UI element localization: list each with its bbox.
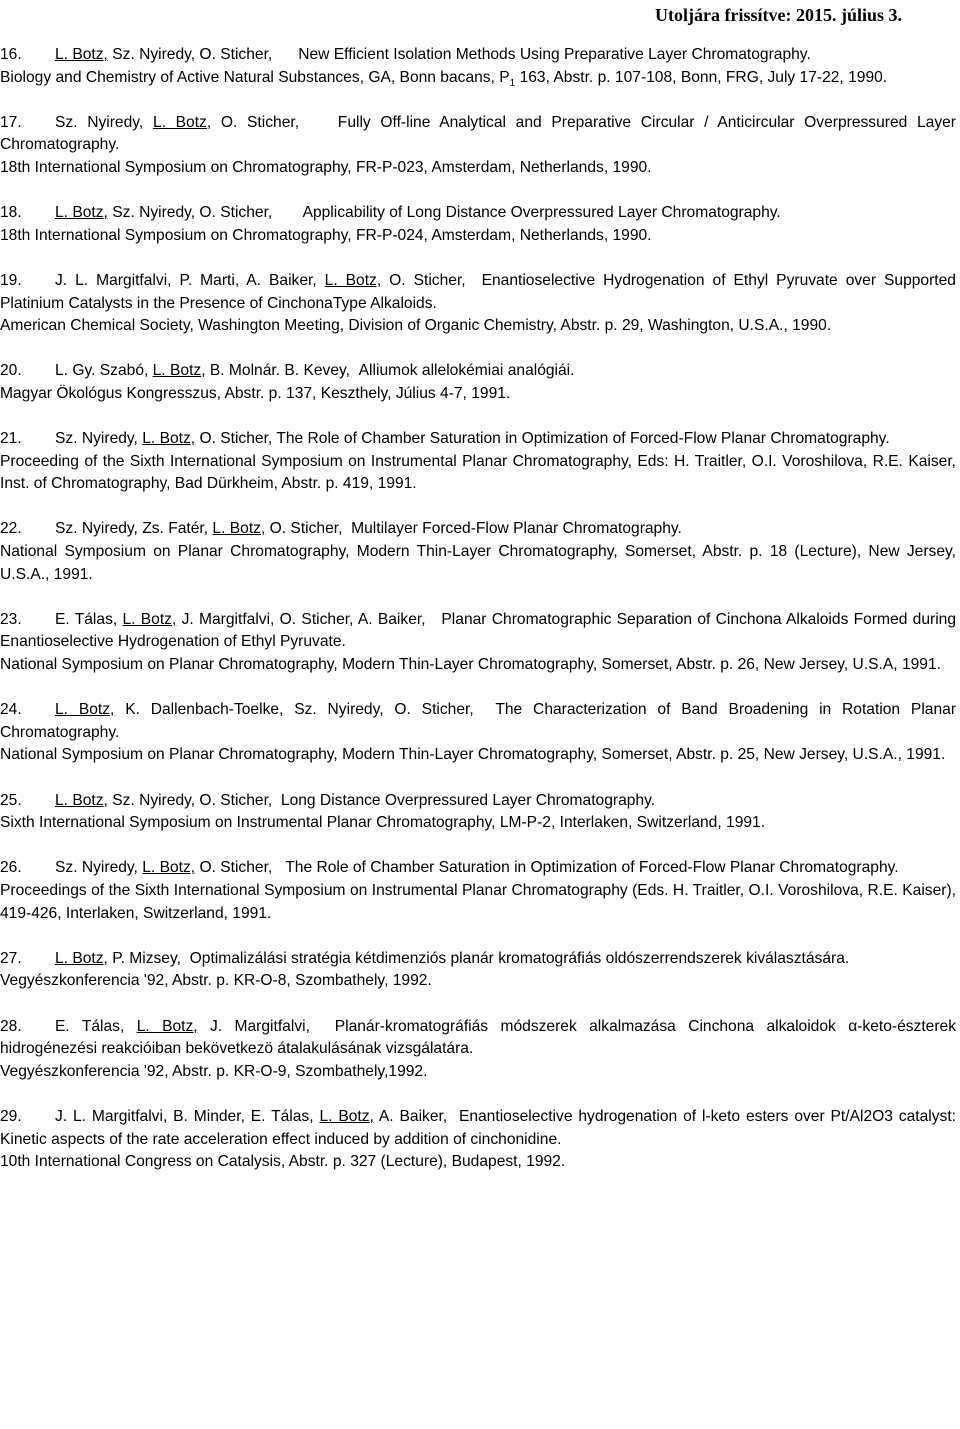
publication-entry-22: [0, 518, 956, 586]
publication-entry-29: [0, 1106, 956, 1174]
entry-title: Optimalizálási stratégia kétdimenziós planár kromatográfiás oldószerrendszerek kiválasztására.: [189, 949, 850, 967]
entry-authors: O. Sticher,: [265, 520, 343, 538]
entry-authors: O. Sticher,: [211, 113, 300, 131]
highlighted-author: L. Botz,: [55, 46, 108, 63]
entry-authors: Sz. Nyiredy,: [55, 859, 143, 877]
entry-number: 23.: [0, 610, 22, 628]
publication-entry-17: [0, 112, 956, 180]
entry-citation: [0, 1106, 956, 1151]
last-updated-header: Utoljára frissítve: 2015. július 3.: [655, 5, 902, 25]
entry-authors: P. Mizsey,: [107, 949, 181, 967]
publication-entry-19: [0, 270, 956, 338]
entry-number: 22.: [0, 520, 22, 538]
entry-authors: O. Sticher,: [195, 859, 273, 877]
entry-authors: K. Dallenbach-Toelke, Sz. Nyiredy, O. Sticher,: [114, 701, 474, 719]
entry-title: Fully Off-line Analytical and Preparative Circular / Anticircular Overpressured Layer Chromatography.: [0, 113, 956, 154]
entry-number: 19.: [0, 271, 22, 289]
entry-source: 18th International Symposium on Chromatography, FR-P-023, Amsterdam, Netherlands, 1990.: [0, 158, 652, 176]
entry-source: Vegyészkonferencia '92, Abstr. p. KR-O-9, Szombathely,1992.: [0, 1062, 428, 1080]
entry-number: 24.: [0, 701, 22, 719]
entry-source: Magyar Ökológus Kongresszus, Abstr. p. 137, Keszthely, Július 4-7, 1991.: [0, 384, 511, 402]
publication-entry-28: [0, 1016, 956, 1084]
entry-source: National Symposium on Planar Chromatography, Modern Thin-Layer Chromatography, Somerset, Abstr. p. 18 (Lecture), New Jersey, U.S.A., 1991.: [0, 543, 956, 583]
entry-title: The Characterization of Band Broadening in Rotation Planar Chromatography.: [0, 701, 957, 741]
entry-number: 16.: [0, 46, 22, 63]
entry-title: Alliumok allelokémiai analógiái.: [358, 362, 575, 380]
entry-authors: Sz. Nyiredy,: [55, 430, 143, 448]
entry-source: Vegyészkonferencia '92, Abstr. p. KR-O-8, Szombathely, 1992.: [0, 972, 432, 990]
publication-entry-25: [0, 790, 956, 835]
publication-entry-18: [0, 202, 956, 247]
entry-source: American Chemical Society, Washington Meeting, Division of Organic Chemistry, Abstr. p. 29, Washington, U.S.A., 1990.: [0, 317, 832, 335]
entry-number: 26.: [0, 859, 22, 877]
entry-authors: J. Margitfalvi,: [197, 1017, 310, 1035]
entry-citation: [0, 360, 956, 383]
entry-authors: Sz. Nyiredy, Zs. Fatér,: [55, 520, 213, 538]
entry-citation: [0, 428, 956, 451]
highlighted-author: L. Botz,: [55, 204, 108, 222]
entry-authors: Sz. Nyiredy,: [55, 113, 153, 131]
highlighted-author: L. Botz,: [142, 430, 196, 448]
entry-number: 17.: [0, 113, 22, 131]
publication-entry-16: [0, 44, 956, 89]
entry-authors: Sz. Nyiredy, O. Sticher,: [107, 46, 273, 63]
entry-title: Multilayer Forced-Flow Planar Chromatography.: [351, 520, 682, 538]
highlighted-author: L. Botz,: [319, 1107, 374, 1125]
highlighted-author: L. Botz,: [122, 610, 177, 628]
entry-citation: [0, 699, 956, 744]
entry-title: The Role of Chamber Saturation in Optimization of Forced-Flow Planar Chromatography.: [276, 430, 890, 448]
entry-source: Proceedings of the Sixth International Symposium on Instrumental Planar Chromatography (Eds. H. Traitler, O.I. Voroshilova, R.E. Kaiser), 419-426, Interlaken, Switzerland, 1991.: [0, 881, 956, 922]
entry-citation: [0, 609, 956, 654]
entry-source: National Symposium on Planar Chromatography, Modern Thin-Layer Chromatography, Somerset, Abstr. p. 25, New Jersey, U.S.A., 1991.: [0, 746, 946, 764]
publication-entry-26: [0, 857, 956, 925]
entry-authors: L. Gy. Szabó,: [55, 362, 153, 380]
highlighted-author: L. Botz,: [152, 113, 212, 131]
entry-authors: O. Sticher,: [381, 271, 466, 289]
publication-entry-23: [0, 609, 956, 677]
entry-number: 20.: [0, 362, 22, 380]
entry-citation: [0, 790, 956, 813]
publication-entry-21: [0, 428, 956, 496]
entry-source: 10th International Congress on Catalysis, Abstr. p. 327 (Lecture), Budapest, 1992.: [0, 1153, 566, 1171]
entry-title: The Role of Chamber Saturation in Optimization of Forced-Flow Planar Chromatography.: [285, 859, 899, 877]
entry-source: Sixth International Symposium on Instrumental Planar Chromatography, LM-P-2, Interlaken, Switzerland, 1991.: [0, 814, 766, 832]
entry-number: 18.: [0, 204, 22, 222]
entry-authors: J. L. Margitfalvi, B. Minder, E. Tálas,: [55, 1107, 320, 1125]
entry-authors: Sz. Nyiredy, O. Sticher,: [107, 791, 273, 809]
entry-source: 18th International Symposium on Chromatography, FR-P-024, Amsterdam, Netherlands, 1990.: [0, 226, 652, 244]
entry-citation: [0, 202, 956, 225]
entry-authors: E. Tálas,: [55, 1017, 137, 1035]
publication-entry-27: [0, 948, 956, 993]
entry-title: Applicability of Long Distance Overpressured Layer Chromatography.: [302, 204, 781, 222]
entry-authors: A. Baiker,: [373, 1107, 448, 1125]
publication-list: [0, 44, 956, 1196]
entry-title: Planar Chromatographic Separation of Cinchona Alkaloids Formed during Enantioselective Hydrogenation of Ethyl Pyruvate.: [0, 610, 957, 651]
entry-authors: O. Sticher,: [195, 430, 273, 448]
highlighted-author: L. Botz,: [55, 949, 108, 967]
highlighted-author: L. Botz,: [55, 701, 115, 719]
entry-number: 25.: [0, 791, 22, 809]
highlighted-author: L. Botz,: [212, 520, 266, 538]
entry-number: 29.: [0, 1107, 22, 1125]
highlighted-author: L. Botz,: [324, 271, 382, 289]
entry-authors: Sz. Nyiredy, O. Sticher,: [107, 204, 273, 222]
highlighted-author: L. Botz: [152, 362, 202, 380]
entry-title: New Efficient Isolation Methods Using Preparative Layer Chromatography.: [298, 46, 811, 63]
entry-title: Enantioselective hydrogenation of l-keto esters over Pt/Al2O3 catalyst: Kinetic aspects of the rate acceleration effect induced by addition of cinchonidine.: [0, 1107, 957, 1148]
publication-entry-20: [0, 360, 956, 405]
entry-number: 27.: [0, 949, 22, 967]
entry-citation: [0, 1016, 956, 1061]
entry-number: 21.: [0, 430, 22, 448]
entry-citation: [0, 270, 956, 315]
highlighted-author: L. Botz,: [142, 859, 196, 877]
publication-entry-24: [0, 699, 956, 767]
entry-title: Long Distance Overpressured Layer Chromatography.: [280, 791, 656, 809]
entry-citation: [0, 44, 956, 67]
entry-authors: J. L. Margitfalvi, P. Marti, A. Baiker,: [55, 271, 325, 289]
entry-number: 28.: [0, 1017, 22, 1035]
highlighted-author: L. Botz,: [136, 1017, 198, 1035]
entry-authors: , B. Molnár. B. Kevey,: [201, 362, 350, 380]
entry-citation: [0, 948, 956, 971]
entry-citation: [0, 518, 956, 541]
entry-citation: [0, 857, 956, 880]
entry-source: Biology and Chemistry of Active Natural Substances, GA, Bonn bacans, $P_1$ 163, Abstr. p. 107-108, Bonn, FRG, July 17-22, 1990.: [0, 68, 888, 89]
entry-authors: E. Tálas,: [55, 610, 123, 628]
entry-source: Proceeding of the Sixth International Symposium on Instrumental Planar Chromatography, Eds: H. Traitler, O.I. Voroshilova, R.E. Kaiser, Inst. of Chromatography, Bad Dürkheim, Abstr. p. 419, 1991.: [0, 452, 956, 493]
entry-source: National Symposium on Planar Chromatography, Modern Thin-Layer Chromatography, Somerset, Abstr. p. 26, New Jersey, U.S.A, 1991.: [0, 656, 941, 674]
highlighted-author: L. Botz,: [55, 791, 108, 809]
entry-authors: J. Margitfalvi, O. Sticher, A. Baiker,: [176, 610, 426, 628]
entry-citation: [0, 112, 956, 157]
entry-title: Enantioselective Hydrogenation of Ethyl Pyruvate over Supported Platinium Catalysts in the Presence of CinchonaType Alkaloids.: [0, 271, 956, 312]
entry-title: Planár-kromatográfiás módszerek alkalmazása Cinchona alkaloidok α-keto-észterek hidrogénezési reakcióiban bekövetkezö átalakulásának vizsgálatára.: [0, 1017, 957, 1058]
